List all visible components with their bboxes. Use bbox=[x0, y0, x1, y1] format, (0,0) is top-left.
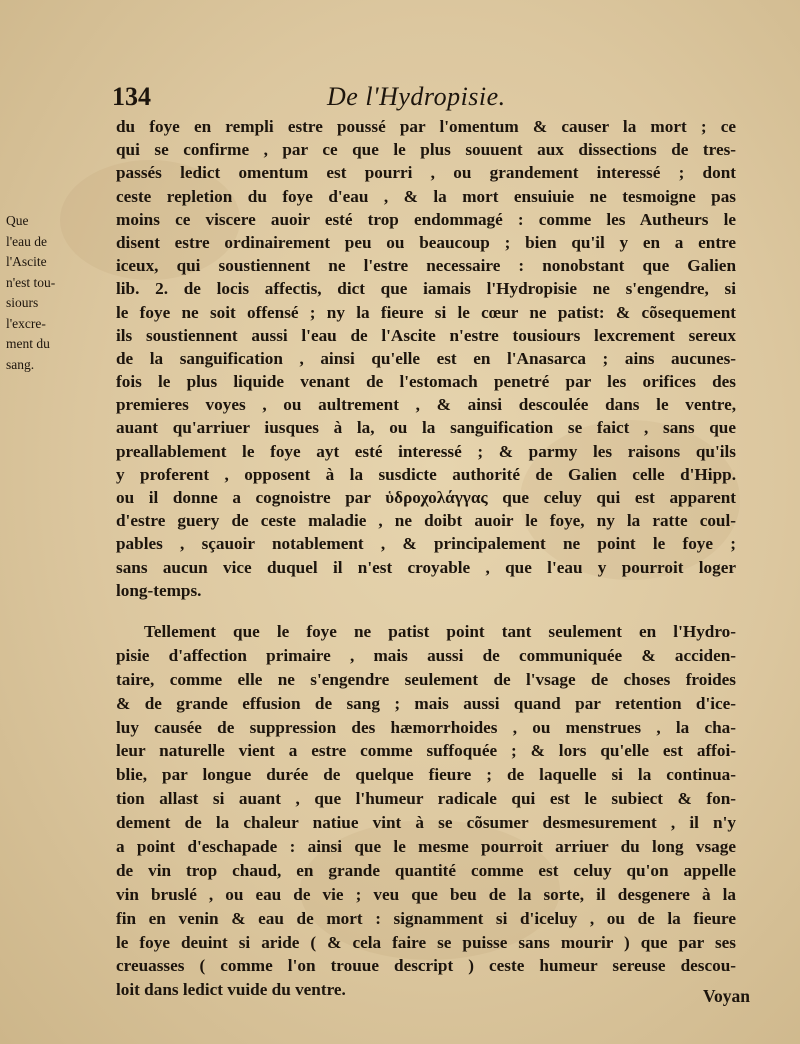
text-line: le foye deuint si aride ( & cela faire se puisse sans mourir ) que par ses bbox=[116, 932, 736, 952]
text-line: iceux, qui soustiennent ne l'estre necessaire : nonobstant que Galien bbox=[116, 256, 736, 276]
text-line: pisie d'affection primaire , mais aussi de communiquée & acciden- bbox=[116, 645, 736, 665]
text-line: qui se confirme , par ce que le plus souuent aux dissections de tres- bbox=[116, 140, 736, 160]
text-line: preallablement le foye ayt esté interessé ; & parmy les raisons qu'ils bbox=[116, 441, 736, 461]
text-line: de la sanguification , ainsi qu'elle est en l'Anasarca ; ains aucunes- bbox=[116, 348, 736, 368]
margin-note-line: l'eau de bbox=[6, 233, 48, 249]
text-line: ou il donne a cognoistre par ὑδροχολάγγας que celuy qui est apparent bbox=[116, 488, 736, 507]
text-line: disent estre ordinairement peu ou beaucoup ; bien qu'il y en a entre bbox=[116, 232, 736, 252]
text-line: passés ledict omentum est pourri , ou grandement interessé ; dont bbox=[116, 163, 736, 183]
margin-note-line: siours bbox=[6, 295, 39, 310]
text-line: pables , sçauoir notablement , & principalement ne point le foye ; bbox=[116, 534, 736, 554]
text-line: de vin trop chaud, en grande quantité comme est celuy qu'on appelle bbox=[116, 860, 736, 880]
text-line: ils soustiennent aussi l'eau de l'Ascite n'estre tousiours lexcrement sereux bbox=[116, 325, 736, 345]
text-line: blie, par longue durée de quelque fieure ; de laquelle si la continua- bbox=[116, 765, 736, 785]
text-line: & de grande effusion de sang ; mais aussi quand par retention d'ice- bbox=[116, 693, 736, 713]
text-line: moins ce viscere auoir esté trop endommagé : comme les Autheurs le bbox=[116, 209, 736, 229]
margin-note-line: l'excre- bbox=[6, 315, 46, 331]
margin-note-line: n'est tou- bbox=[6, 274, 56, 290]
text-line: premieres voyes , ou aultrement , & ainsi descoulée dans le ventre, bbox=[116, 395, 736, 415]
text-line: luy causée de suppression des hæmorrhoides , ou menstrues , la cha- bbox=[116, 717, 736, 737]
text-line: fin en venin & eau de mort : signamment si d'iceluy , ou de la fieure bbox=[116, 908, 736, 928]
margin-note-line: sang. bbox=[6, 356, 35, 372]
text-line: long-temps. bbox=[116, 580, 202, 600]
text-line: loit dans ledict vuide du ventre. bbox=[116, 980, 346, 1000]
text-line: lib. 2. de locis affectis, dict que iamais l'Hydropisie ne s'engendre, si bbox=[116, 279, 736, 299]
text-line: y proferent , opposent à la susdicte authorité de Galien celle d'Hipp. bbox=[116, 464, 736, 484]
text-line: taire, comme elle ne s'engendre seulement de l'vsage de choses froides bbox=[116, 669, 736, 689]
margin-note-line: ment du bbox=[6, 336, 50, 351]
text-line: fois le plus liquide venant de l'estomach penetré par les orifices des bbox=[116, 372, 736, 392]
margin-note-line: Que bbox=[6, 213, 29, 228]
text-line: creuasses ( comme l'on trouue descript ) ceste humeur sereuse descou- bbox=[116, 956, 736, 976]
text-line: ceste repletion du foye d'eau , & la mort ensuiuie ne tesmoigne pas bbox=[116, 186, 736, 206]
text-line: auant qu'arriuer iusques à la, ou la sanguification se faict , sans que bbox=[116, 418, 736, 438]
catchword: Voyan bbox=[702, 986, 750, 1006]
running-title: De l'Hydropisie. bbox=[327, 82, 506, 111]
margin-note-line: l'Ascite bbox=[6, 254, 47, 269]
text-line: sans aucun vice duquel il n'est croyable , que l'eau y pourroit loger bbox=[116, 557, 736, 577]
marginal-note bbox=[6, 211, 110, 375]
paragraph-1 bbox=[116, 115, 736, 602]
text-line: tion allast si auant , que l'humeur radicale qui est le subiect & fon- bbox=[116, 789, 736, 809]
text-line: le foye ne soit offensé ; ny la fieure si le cœur ne patist: & cõsequement bbox=[116, 302, 736, 322]
paragraph-2 bbox=[116, 620, 736, 1002]
text-line: d'estre guery de ceste maladie , ne doibt auoir le foye, ny la ratte coul- bbox=[116, 511, 736, 531]
page-number: 134 bbox=[112, 82, 151, 111]
text-line: dement de la chaleur natiue vint à se cõsumer desmesurement , il n'y bbox=[116, 813, 736, 833]
text-line: Tellement que le foye ne patist point tant seulement en l'Hydro- bbox=[144, 622, 736, 641]
text-line: a point d'eschapade : ainsi que le mesme pourroit arriuer du long vsage bbox=[116, 837, 736, 857]
text-line: leur naturelle vient a estre comme suffoquée ; & lors qu'elle est affoi- bbox=[116, 741, 736, 761]
text-line: du foye en rempli estre poussé par l'omentum & causer la mort ; ce bbox=[116, 117, 736, 136]
text-line: vin bruslé , ou eau de vie ; veu que beu de la sorte, il desgenere à la bbox=[116, 884, 736, 904]
